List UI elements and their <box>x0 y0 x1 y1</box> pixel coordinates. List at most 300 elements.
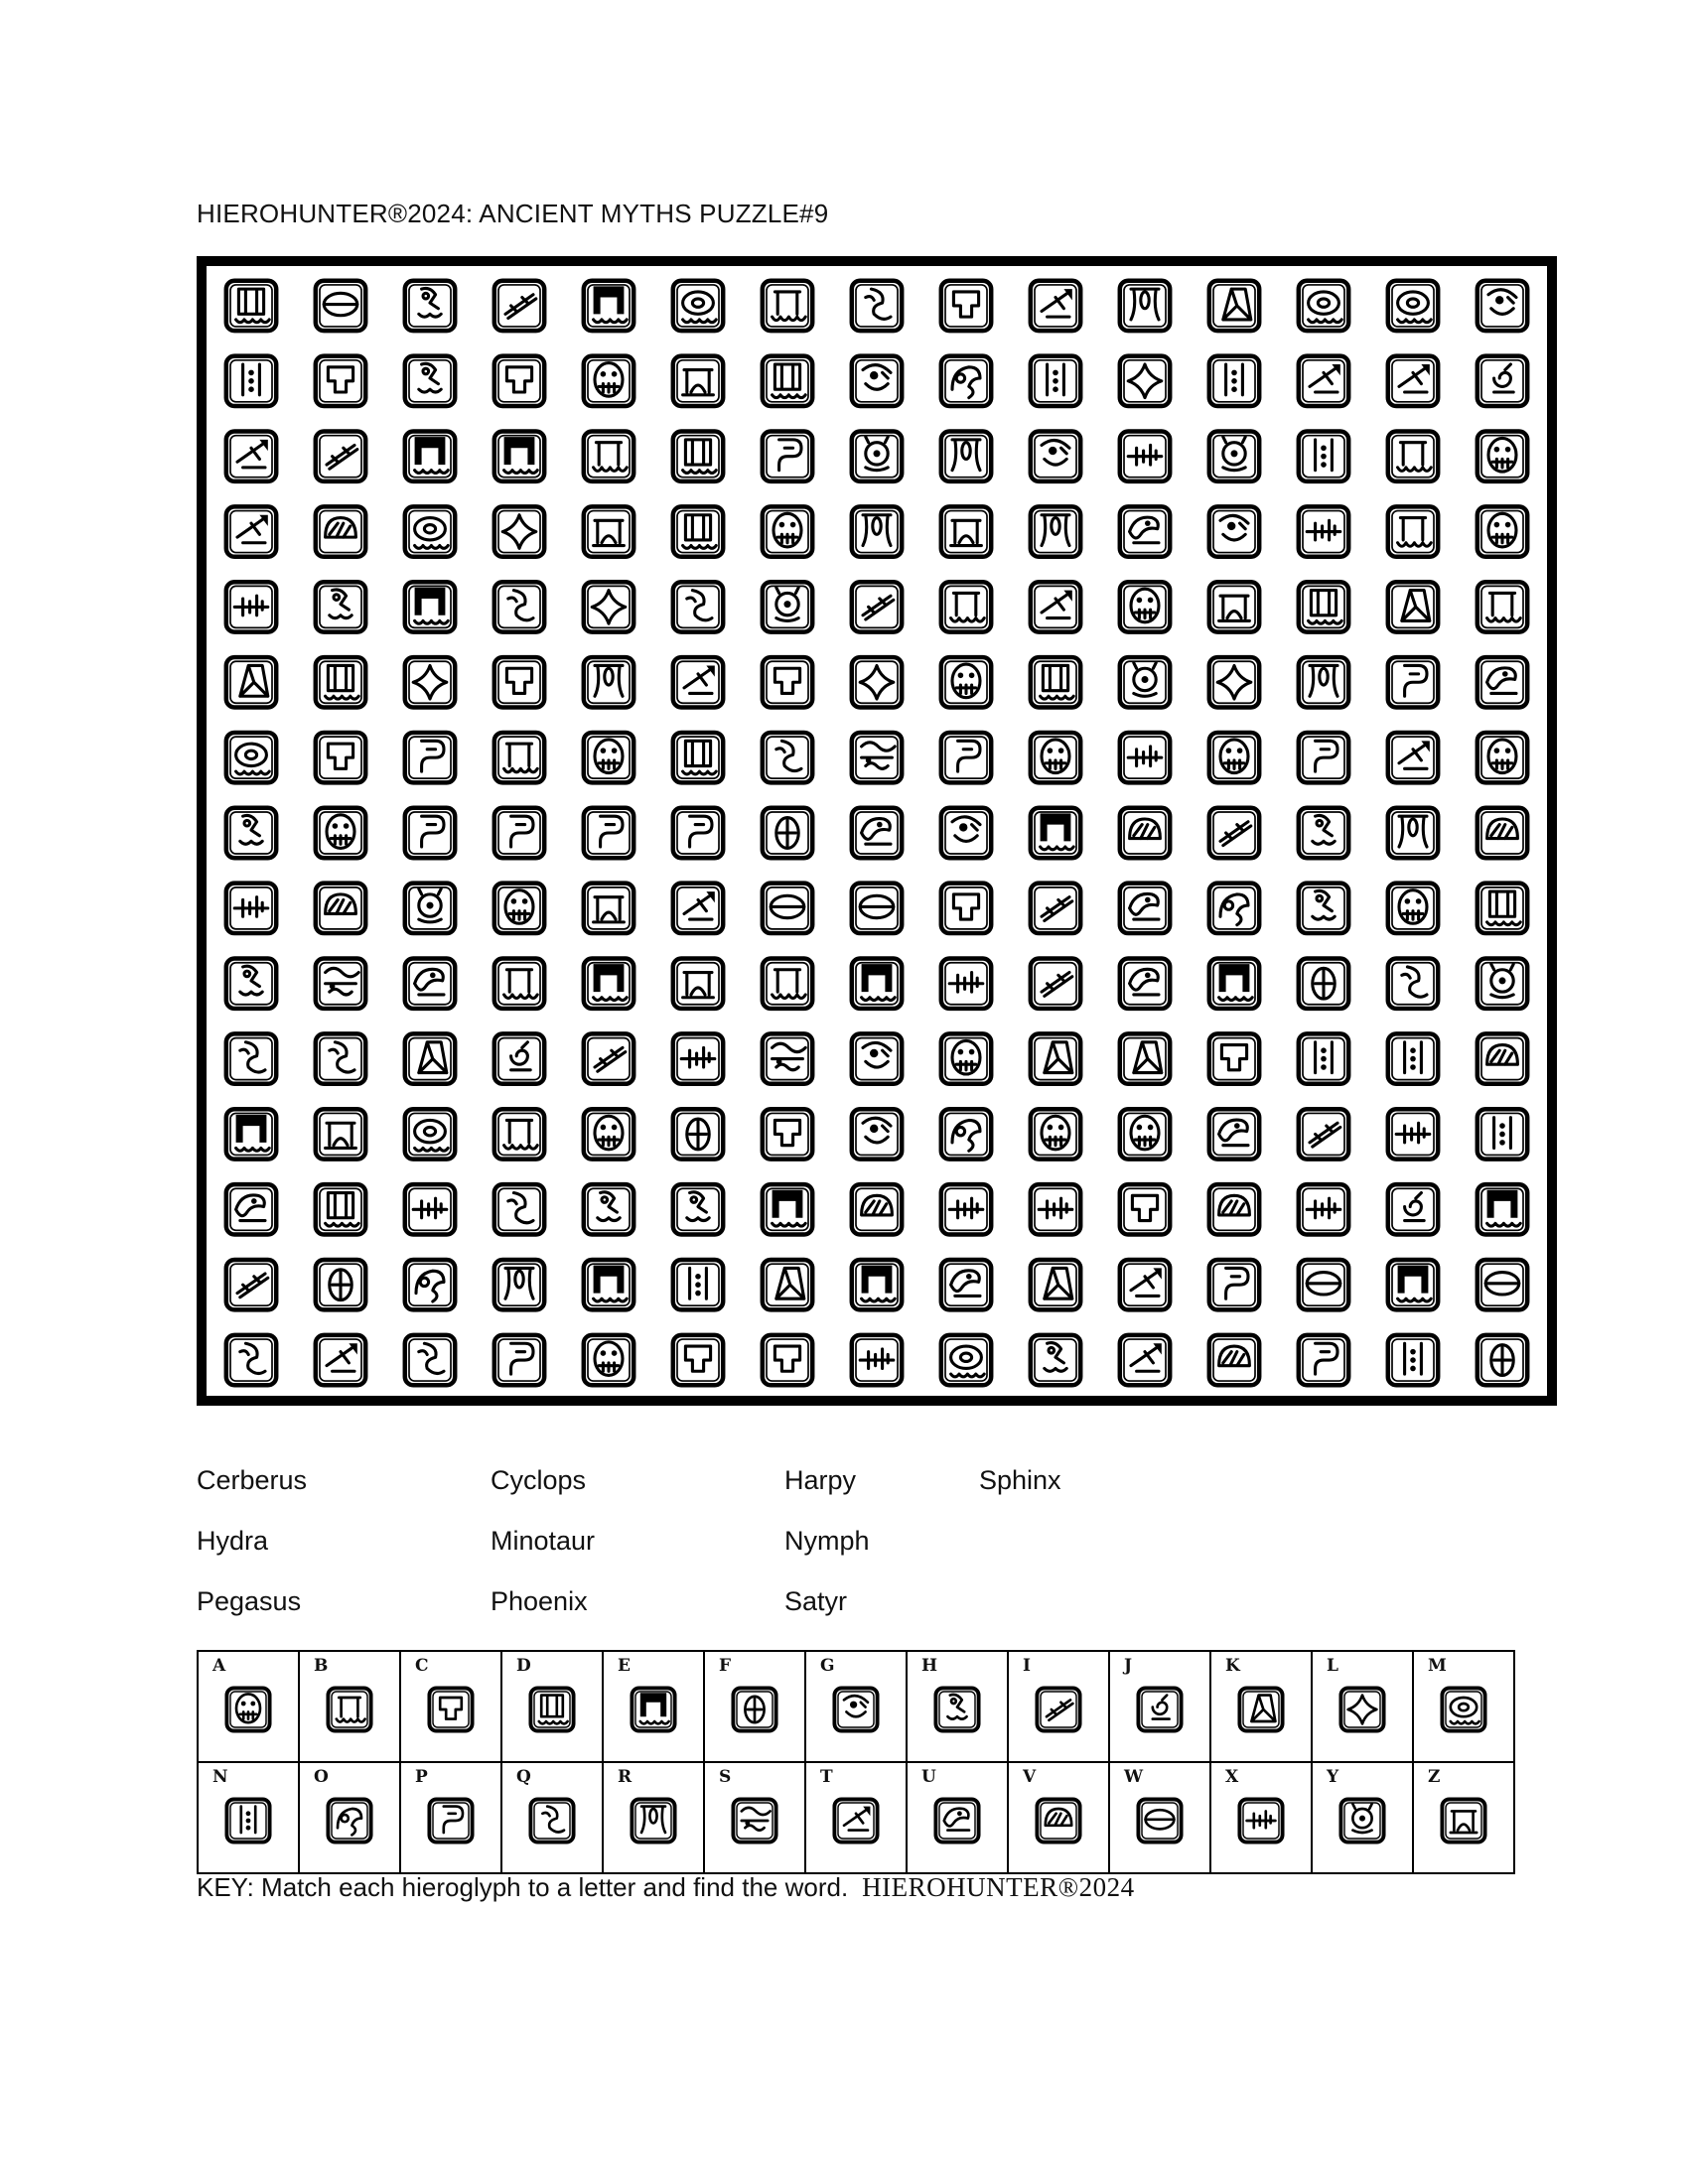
mask-face-icon <box>852 356 902 406</box>
key-glyph <box>427 1797 477 1846</box>
key-glyph <box>731 1797 780 1846</box>
hand-plate-icon <box>1209 1033 1259 1083</box>
key-cell <box>1312 1762 1413 1873</box>
bundle-sticks-icon <box>1299 1109 1348 1159</box>
seated-spiral-icon <box>1477 356 1527 406</box>
wide-eye-icon <box>1477 1260 1527 1309</box>
serpent-head-icon <box>1120 884 1170 933</box>
serpent-head-icon <box>1120 506 1170 556</box>
skull-face-icon <box>494 884 544 933</box>
scroll-hook-icon <box>941 733 991 782</box>
column-dots-icon <box>673 1260 723 1309</box>
quatrefoil-icon <box>1120 356 1170 406</box>
key-glyph <box>1237 1797 1287 1846</box>
ring-disc-icon <box>673 281 723 331</box>
scroll-hook-icon <box>1388 657 1438 707</box>
key-cell <box>805 1762 907 1873</box>
coiled-figure-icon <box>1388 959 1438 1009</box>
serpent-head-icon <box>1209 1109 1259 1159</box>
drum-stool-icon <box>1299 582 1348 631</box>
crest-head-icon <box>1120 657 1170 707</box>
mask-face-icon <box>1031 431 1080 480</box>
tally-bar-icon <box>1031 1184 1080 1234</box>
seated-spiral-icon <box>1138 1688 1181 1730</box>
coiled-figure-icon <box>226 1335 276 1385</box>
key-glyph <box>1035 1686 1084 1735</box>
footer-brand: HIEROHUNTER®2024 <box>862 1872 1135 1902</box>
drum-stool-icon <box>316 1184 365 1234</box>
house-arch-icon <box>1209 582 1259 631</box>
key-cell <box>1109 1762 1210 1873</box>
curtain-eye-icon <box>1388 808 1438 858</box>
key-glyph <box>933 1686 983 1735</box>
striped-dome-icon <box>1037 1799 1079 1842</box>
footer-instructions: KEY: Match each hieroglyph to a letter and find the word. <box>197 1872 849 1902</box>
quatrefoil-icon <box>852 657 902 707</box>
skull-face-icon <box>1031 1109 1080 1159</box>
word-item: Satyr <box>784 1586 848 1616</box>
ring-disc-icon <box>941 1335 991 1385</box>
seated-spiral-icon <box>494 1033 544 1083</box>
skull-face-icon <box>584 1109 633 1159</box>
dark-arch-icon <box>1031 808 1080 858</box>
key-cell <box>1008 1762 1109 1873</box>
skull-face-icon <box>1477 733 1527 782</box>
skull-face-icon <box>941 1033 991 1083</box>
serpent-head-icon <box>1120 959 1170 1009</box>
tally-bar-icon <box>405 1184 455 1234</box>
scroll-hook-icon <box>1299 1335 1348 1385</box>
slant-jaw-icon <box>1388 356 1438 406</box>
step-figure-icon <box>1299 884 1348 933</box>
eye-bowl-icon <box>673 1109 723 1159</box>
word-item: Cerberus <box>197 1465 308 1495</box>
drum-stool-icon <box>1477 884 1527 933</box>
ring-disc-icon <box>226 733 276 782</box>
word-item: Pegasus <box>197 1586 302 1616</box>
skull-face-icon <box>316 808 365 858</box>
mask-face-icon <box>941 808 991 858</box>
column-dots-icon <box>1209 356 1259 406</box>
crest-head-icon <box>852 431 902 480</box>
striped-dome-icon <box>1209 1184 1259 1234</box>
key-letter: U <box>921 1767 936 1787</box>
quatrefoil-icon <box>1340 1688 1383 1730</box>
wide-eye-icon <box>1299 1260 1348 1309</box>
column-dots-icon <box>226 356 276 406</box>
curtain-eye-icon <box>852 506 902 556</box>
tally-bar-icon <box>226 582 276 631</box>
slant-jaw-icon <box>1120 1260 1170 1309</box>
key-glyph <box>224 1686 274 1735</box>
striped-dome-icon <box>316 884 365 933</box>
bundle-sticks-icon <box>1037 1688 1079 1730</box>
curtain-eye-icon <box>494 1260 544 1309</box>
column-dots-icon <box>1031 356 1080 406</box>
coiled-figure-icon <box>673 582 723 631</box>
tally-bar-icon <box>1120 431 1170 480</box>
key-glyph <box>832 1797 882 1846</box>
dark-arch-icon <box>584 281 633 331</box>
serpent-head-icon <box>1477 657 1527 707</box>
eye-bowl-icon <box>1299 959 1348 1009</box>
key-cell <box>501 1762 603 1873</box>
slant-jaw-icon <box>673 657 723 707</box>
key-glyph <box>1136 1797 1186 1846</box>
footer <box>197 1872 1135 1903</box>
key-glyph <box>427 1686 477 1735</box>
key-glyph <box>528 1797 578 1846</box>
coiled-figure-icon <box>494 1184 544 1234</box>
scroll-hook-icon <box>405 808 455 858</box>
key-cell <box>603 1762 704 1873</box>
house-arch-icon <box>673 959 723 1009</box>
striped-dome-icon <box>316 506 365 556</box>
drum-stool-icon <box>530 1688 573 1730</box>
skull-face-icon <box>226 1688 269 1730</box>
head-profile-icon <box>405 1260 455 1309</box>
seated-spiral-icon <box>1388 1184 1438 1234</box>
tally-bar-icon <box>1120 733 1170 782</box>
tally-bar-icon <box>852 1335 902 1385</box>
key-letter: P <box>415 1767 428 1787</box>
hand-plate-icon <box>763 1335 812 1385</box>
tally-bar-icon <box>673 1033 723 1083</box>
hand-plate-icon <box>941 281 991 331</box>
key-cell <box>907 1651 1008 1762</box>
bundle-sticks-icon <box>1031 959 1080 1009</box>
key-cell <box>198 1762 299 1873</box>
key-cell <box>198 1651 299 1762</box>
key-letter: T <box>820 1767 833 1787</box>
striped-dome-icon <box>1477 808 1527 858</box>
bundle-sticks-icon <box>226 1260 276 1309</box>
key-cell <box>1413 1762 1514 1873</box>
mask-face-icon <box>834 1688 877 1730</box>
skull-face-icon <box>1031 733 1080 782</box>
house-arch-icon <box>941 506 991 556</box>
key-cell <box>501 1651 603 1762</box>
curtain-eye-icon <box>1120 281 1170 331</box>
key-letter: J <box>1124 1656 1133 1676</box>
split-cone-icon <box>1209 281 1259 331</box>
key-cell <box>1210 1762 1312 1873</box>
key-letter: F <box>719 1656 732 1676</box>
key-glyph <box>224 1797 274 1846</box>
knot-block-icon <box>316 959 365 1009</box>
scroll-hook-icon <box>1299 733 1348 782</box>
ring-disc-icon <box>1388 281 1438 331</box>
house-arch-icon <box>584 884 633 933</box>
key-cell <box>1413 1651 1514 1762</box>
coiled-figure-icon <box>763 733 812 782</box>
slant-jaw-icon <box>316 1335 365 1385</box>
dark-arch-icon <box>852 1260 902 1309</box>
drum-stool-icon <box>673 733 723 782</box>
striped-dome-icon <box>1477 1033 1527 1083</box>
key-letter: K <box>1225 1656 1240 1676</box>
drum-stool-icon <box>226 281 276 331</box>
word-item: Hydra <box>197 1526 269 1556</box>
split-cone-icon <box>1031 1260 1080 1309</box>
drum-stool-icon <box>673 431 723 480</box>
key-glyph <box>630 1797 679 1846</box>
bundle-sticks-icon <box>1031 884 1080 933</box>
split-cone-icon <box>1239 1688 1282 1730</box>
dark-arch-icon <box>632 1688 674 1730</box>
key-letter: E <box>618 1656 631 1676</box>
key-letter: Q <box>516 1767 531 1787</box>
eye-bowl-icon <box>733 1688 775 1730</box>
striped-dome-icon <box>1209 1335 1259 1385</box>
banner-bowl-icon <box>494 1109 544 1159</box>
serpent-head-icon <box>405 959 455 1009</box>
dark-arch-icon <box>1209 959 1259 1009</box>
key-glyph <box>1338 1686 1388 1735</box>
ring-disc-icon <box>1442 1688 1484 1730</box>
key-glyph <box>1237 1686 1287 1735</box>
banner-bowl-icon <box>1388 506 1438 556</box>
key-cell <box>1008 1651 1109 1762</box>
key-letter: X <box>1225 1767 1239 1787</box>
key-glyph <box>1035 1797 1084 1846</box>
curtain-eye-icon <box>1031 506 1080 556</box>
column-dots-icon <box>1477 1109 1527 1159</box>
skull-face-icon <box>1120 1109 1170 1159</box>
curtain-eye-icon <box>632 1799 674 1842</box>
word-item: Harpy <box>784 1465 857 1495</box>
crest-head-icon <box>1340 1799 1383 1842</box>
mask-face-icon <box>852 1033 902 1083</box>
key-glyph <box>933 1797 983 1846</box>
bundle-sticks-icon <box>852 582 902 631</box>
slant-jaw-icon <box>1031 582 1080 631</box>
tally-bar-icon <box>1299 506 1348 556</box>
skull-face-icon <box>1209 733 1259 782</box>
tally-bar-icon <box>941 959 991 1009</box>
quatrefoil-icon <box>584 582 633 631</box>
step-figure-icon <box>673 1184 723 1234</box>
key-cell <box>400 1762 501 1873</box>
coiled-figure-icon <box>316 1033 365 1083</box>
crest-head-icon <box>763 582 812 631</box>
serpent-head-icon <box>941 1260 991 1309</box>
bundle-sticks-icon <box>316 431 365 480</box>
key-letter: G <box>820 1656 835 1676</box>
knot-block-icon <box>733 1799 775 1842</box>
mask-face-icon <box>852 1109 902 1159</box>
scroll-hook-icon <box>584 808 633 858</box>
skull-face-icon <box>941 657 991 707</box>
word-item: Phoenix <box>491 1586 588 1616</box>
ring-disc-icon <box>405 1109 455 1159</box>
hand-plate-icon <box>1120 1184 1170 1234</box>
key-letter: R <box>618 1767 633 1787</box>
key-letter: Z <box>1428 1767 1441 1787</box>
key-glyph <box>528 1686 578 1735</box>
tally-bar-icon <box>1239 1799 1282 1842</box>
key-letter: O <box>314 1767 329 1787</box>
hand-plate-icon <box>941 884 991 933</box>
coiled-figure-icon <box>494 582 544 631</box>
dark-arch-icon <box>494 431 544 480</box>
wide-eye-icon <box>852 884 902 933</box>
curtain-eye-icon <box>941 431 991 480</box>
key-cell <box>299 1651 400 1762</box>
dark-arch-icon <box>226 1109 276 1159</box>
banner-bowl-icon <box>328 1688 370 1730</box>
coiled-figure-icon <box>226 1033 276 1083</box>
skull-face-icon <box>1477 506 1527 556</box>
column-dots-icon <box>1388 1335 1438 1385</box>
page-title: HIEROHUNTER®2024: ANCIENT MYTHS PUZZLE#9 <box>197 199 829 228</box>
key-letter: B <box>314 1656 329 1676</box>
step-figure-icon <box>226 959 276 1009</box>
key-letter: D <box>516 1656 531 1676</box>
key-glyph <box>1136 1686 1186 1735</box>
scroll-hook-icon <box>673 808 723 858</box>
skull-face-icon <box>763 506 812 556</box>
key-glyph <box>630 1686 679 1735</box>
eye-bowl-icon <box>316 1260 365 1309</box>
dark-arch-icon <box>1388 1260 1438 1309</box>
puzzle-grid <box>197 256 1557 1406</box>
curtain-eye-icon <box>584 657 633 707</box>
slant-jaw-icon <box>1031 281 1080 331</box>
banner-bowl-icon <box>763 959 812 1009</box>
hand-plate-icon <box>494 356 544 406</box>
step-figure-icon <box>1299 808 1348 858</box>
drum-stool-icon <box>673 506 723 556</box>
key-letter: W <box>1124 1767 1144 1787</box>
tally-bar-icon <box>1388 1109 1438 1159</box>
step-figure-icon <box>316 582 365 631</box>
key-glyph <box>1440 1686 1489 1735</box>
key-glyph <box>326 1797 375 1846</box>
key-cell <box>400 1651 501 1762</box>
ring-disc-icon <box>405 506 455 556</box>
scroll-hook-icon <box>405 733 455 782</box>
step-figure-icon <box>584 1184 633 1234</box>
key-letter: N <box>212 1767 228 1787</box>
slant-jaw-icon <box>1299 356 1348 406</box>
word-item: Sphinx <box>979 1465 1061 1495</box>
head-profile-icon <box>941 1109 991 1159</box>
eye-bowl-icon <box>1477 1335 1527 1385</box>
scroll-hook-icon <box>429 1799 472 1842</box>
skull-face-icon <box>584 733 633 782</box>
step-figure-icon <box>405 281 455 331</box>
house-arch-icon <box>1442 1799 1484 1842</box>
hand-plate-icon <box>316 356 365 406</box>
key-letter: S <box>719 1767 732 1787</box>
key-letter: H <box>921 1656 938 1676</box>
dark-arch-icon <box>763 1184 812 1234</box>
key-letter: L <box>1327 1656 1338 1676</box>
glyph-key-table <box>197 1650 1515 1874</box>
scroll-hook-icon <box>494 808 544 858</box>
hand-plate-icon <box>763 1109 812 1159</box>
banner-bowl-icon <box>763 281 812 331</box>
mask-face-icon <box>1209 506 1259 556</box>
skull-face-icon <box>1120 582 1170 631</box>
key-letter: C <box>415 1656 429 1676</box>
split-cone-icon <box>763 1260 812 1309</box>
key-glyph <box>1440 1797 1489 1846</box>
mask-face-icon <box>1477 281 1527 331</box>
step-figure-icon <box>405 356 455 406</box>
key-glyph <box>1338 1797 1388 1846</box>
split-cone-icon <box>226 657 276 707</box>
banner-bowl-icon <box>494 733 544 782</box>
word-item: Nymph <box>784 1526 870 1556</box>
split-cone-icon <box>1388 582 1438 631</box>
head-profile-icon <box>1209 884 1259 933</box>
knot-block-icon <box>852 733 902 782</box>
drum-stool-icon <box>1031 657 1080 707</box>
dark-arch-icon <box>584 1260 633 1309</box>
dark-arch-icon <box>584 959 633 1009</box>
head-profile-icon <box>328 1799 370 1842</box>
slant-jaw-icon <box>834 1799 877 1842</box>
dark-arch-icon <box>405 431 455 480</box>
key-cell <box>907 1762 1008 1873</box>
key-cell <box>1210 1651 1312 1762</box>
hand-plate-icon <box>763 657 812 707</box>
word-item: Minotaur <box>491 1526 596 1556</box>
key-cell <box>704 1762 805 1873</box>
house-arch-icon <box>316 1109 365 1159</box>
coiled-figure-icon <box>530 1799 573 1842</box>
key-cell <box>704 1651 805 1762</box>
serpent-head-icon <box>226 1184 276 1234</box>
slant-jaw-icon <box>1388 733 1438 782</box>
key-letter: M <box>1428 1656 1447 1676</box>
hand-plate-icon <box>316 733 365 782</box>
hand-plate-icon <box>494 657 544 707</box>
key-glyph <box>832 1686 882 1735</box>
key-cell <box>603 1651 704 1762</box>
word-list <box>197 1465 1090 1644</box>
bundle-sticks-icon <box>494 281 544 331</box>
house-arch-icon <box>673 356 723 406</box>
banner-bowl-icon <box>584 431 633 480</box>
wide-eye-icon <box>316 281 365 331</box>
banner-bowl-icon <box>941 582 991 631</box>
split-cone-icon <box>405 1033 455 1083</box>
quatrefoil-icon <box>494 506 544 556</box>
banner-bowl-icon <box>1388 431 1438 480</box>
skull-face-icon <box>1477 431 1527 480</box>
key-cell <box>1109 1651 1210 1762</box>
coiled-figure-icon <box>852 281 902 331</box>
bundle-sticks-icon <box>1209 808 1259 858</box>
eye-bowl-icon <box>763 808 812 858</box>
slant-jaw-icon <box>1120 1335 1170 1385</box>
banner-bowl-icon <box>1477 582 1527 631</box>
serpent-head-icon <box>852 808 902 858</box>
crest-head-icon <box>1477 959 1527 1009</box>
skull-face-icon <box>1388 884 1438 933</box>
key-cell <box>1312 1651 1413 1762</box>
crest-head-icon <box>1209 431 1259 480</box>
word-item: Cyclops <box>491 1465 587 1495</box>
skull-face-icon <box>584 356 633 406</box>
head-profile-icon <box>941 356 991 406</box>
slant-jaw-icon <box>226 431 276 480</box>
key-letter: Y <box>1327 1767 1339 1787</box>
key-cell <box>299 1762 400 1873</box>
